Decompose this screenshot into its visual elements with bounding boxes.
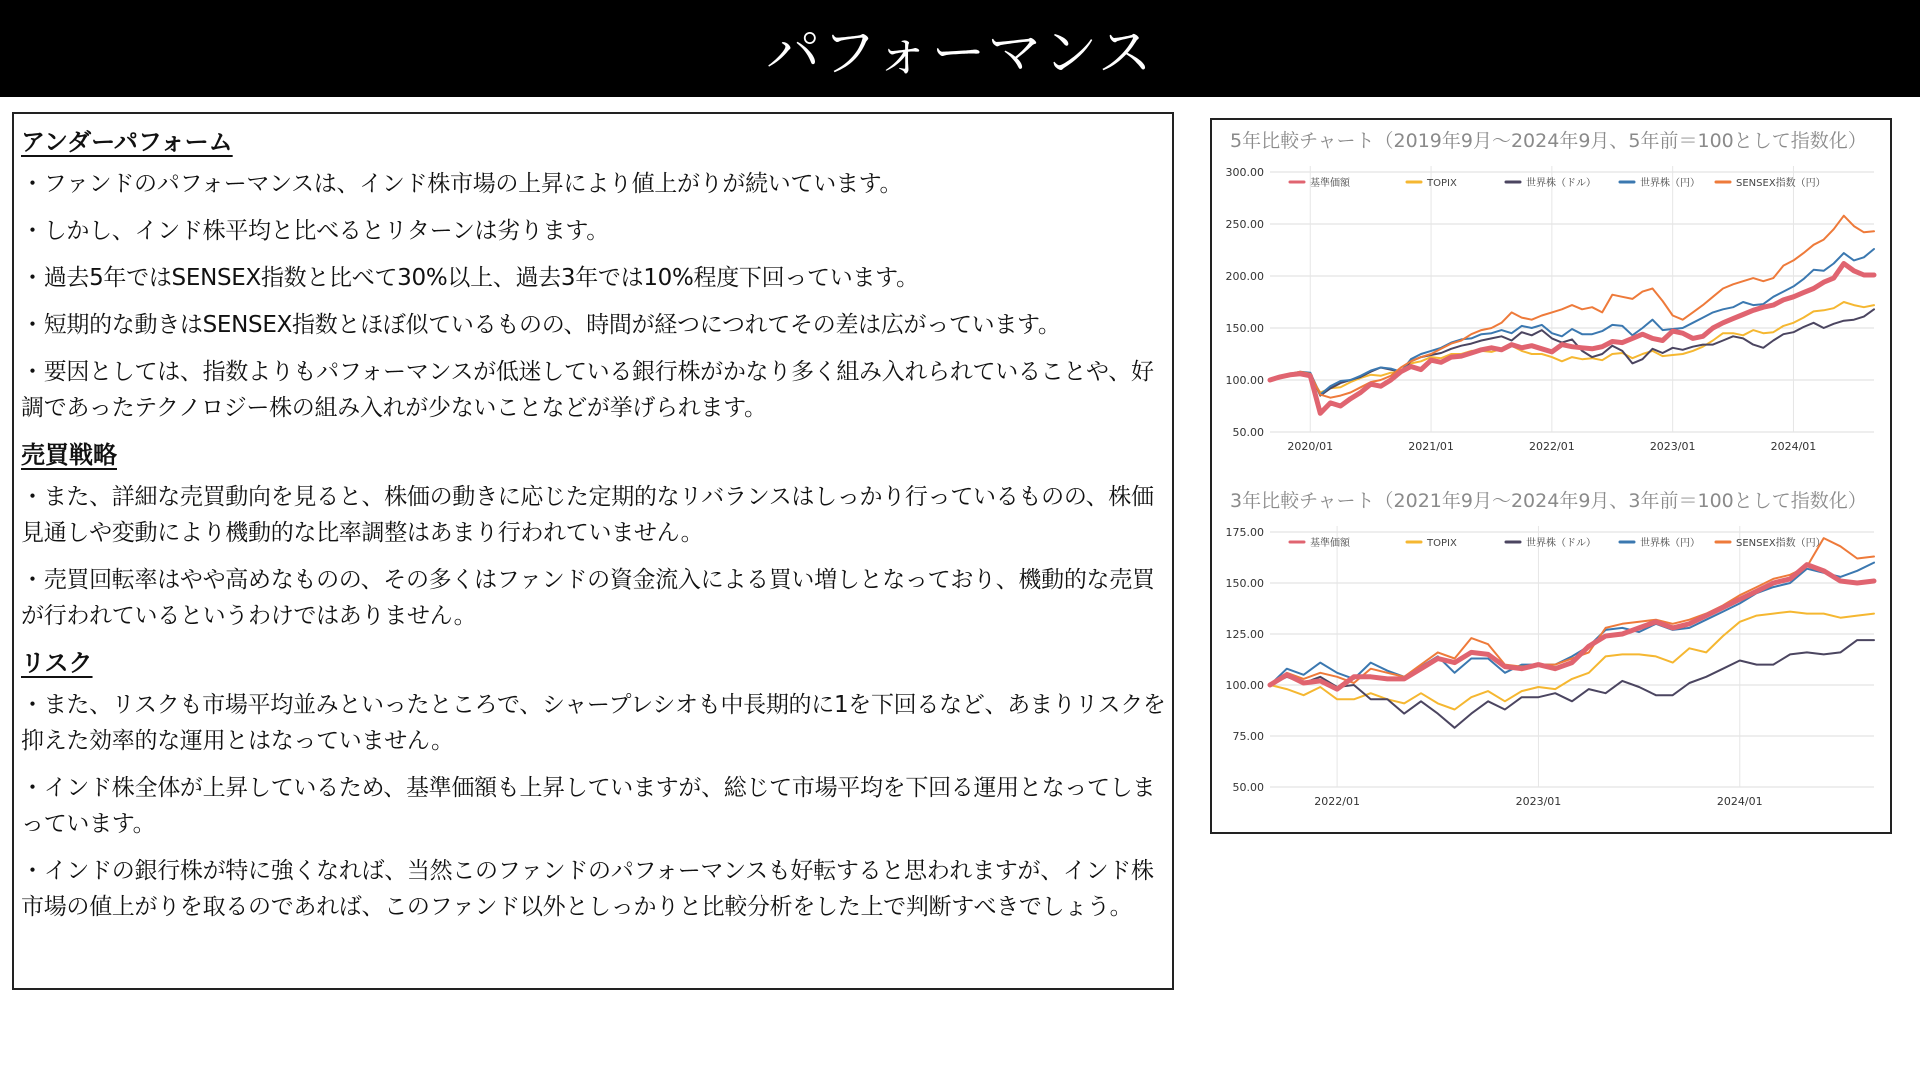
section-heading: アンダーパフォーム [21,128,233,156]
y-tick-label: 150.00 [1225,322,1264,335]
paragraph: ・過去5年ではSENSEX指数と比べて30%以上、過去3年では10%程度下回っています。 [21,265,919,291]
section-heading: リスク [21,649,93,677]
legend-label: SENSEX指数（円） [1736,178,1826,189]
y-tick-label: 125.00 [1225,628,1264,641]
commentary-panel [12,112,1174,990]
x-tick-label: 2024/01 [1716,795,1763,808]
series-line [1270,249,1874,395]
chart-5-year [1216,120,1886,476]
x-tick-label: 2022/01 [1314,795,1360,808]
section-risk [21,645,1166,925]
x-tick-label: 2022/01 [1529,440,1575,453]
y-tick-label: 300.00 [1225,166,1264,179]
x-tick-label: 2021/01 [1408,440,1454,453]
y-tick-label: 100.00 [1225,374,1264,387]
legend-label: TOPIX [1427,538,1457,549]
legend-label: 世界株（ドル） [1526,178,1596,189]
paragraph: ・また、リスクも市場平均並みといったところで、シャープレシオも中長期的に1を下回るなど、あまりリスクを抑えた効率的な運用とはなっていません。 [21,692,1166,754]
y-tick-label: 175.00 [1225,526,1264,539]
legend-label: SENSEX指数（円） [1736,538,1826,549]
series-line [1270,309,1874,395]
y-tick-label: 50.00 [1232,781,1264,794]
section-heading: 売買戦略 [21,441,117,469]
page-title: パフォーマンス [766,21,1154,84]
chart-5-year-plot [1216,120,1886,476]
paragraph: ・しかし、インド株平均と比べるとリターンは劣ります。 [21,218,609,244]
series-line [1270,640,1874,728]
legend-label: 基準価額 [1310,538,1350,549]
page-header [0,0,1920,97]
legend-label: 世界株（円） [1640,538,1700,549]
y-tick-label: 200.00 [1225,270,1264,283]
chart-3-year [1216,480,1886,830]
y-tick-label: 100.00 [1225,679,1264,692]
paragraph: ・ファンドのパフォーマンスは、インド株市場の上昇により値上がりが続いています。 [21,171,903,197]
paragraph: ・インド株全体が上昇しているため、基準価額も上昇していますが、総じて市場平均を下回る運用となってしまっています。 [21,775,1156,837]
chart-title: 3年比較チャート（2021年9月～2024年9月、3年前＝100として指数化） [1230,490,1867,512]
chart-title: 5年比較チャート（2019年9月～2024年9月、5年前＝100として指数化） [1230,130,1867,152]
x-tick-label: 2023/01 [1649,440,1696,453]
paragraph: ・売買回転率はやや高めなものの、その多くはファンドの資金流入による買い増しとなっており、機動的な売買が行われているというわけではありません。 [21,567,1155,629]
section-underperform [21,124,1166,426]
y-tick-label: 250.00 [1225,218,1264,231]
chart-3-year-plot [1216,480,1886,830]
paragraph: ・要因としては、指数よりもパフォーマンスが低迷している銀行株がかなり多く組み入れられていることや、好調であったテクノロジー株の組み入れが少ないことなどが挙げられます。 [21,359,1154,421]
x-tick-label: 2020/01 [1287,440,1334,453]
legend-label: 基準価額 [1310,178,1350,189]
legend-label: 世界株（円） [1640,178,1700,189]
series-line [1270,216,1874,398]
y-tick-label: 150.00 [1225,577,1264,590]
y-tick-label: 75.00 [1232,730,1264,743]
x-tick-label: 2023/01 [1515,795,1562,808]
y-tick-label: 50.00 [1232,426,1264,439]
x-tick-label: 2024/01 [1770,440,1817,453]
charts-panel [1210,118,1892,834]
paragraph: ・インドの銀行株が特に強くなれば、当然このファンドのパフォーマンスも好転すると思われますが、インド株市場の値上がりを取るのであれば、このファンド以外としっかりと比較分析をした上で判断すべきでしょう。 [21,858,1154,920]
section-trading-strategy [21,437,1166,634]
legend-label: TOPIX [1427,178,1457,189]
paragraph: ・また、詳細な売買動向を見ると、株価の動きに応じた定期的なリバランスはしっかり行っているものの、株価見通しや変動により機動的な比率調整はあまり行われていません。 [21,484,1154,546]
legend-label: 世界株（ドル） [1526,538,1596,549]
paragraph: ・短期的な動きはSENSEX指数とほぼ似ているものの、時間が経つにつれてその差は広がっています。 [21,312,1061,338]
